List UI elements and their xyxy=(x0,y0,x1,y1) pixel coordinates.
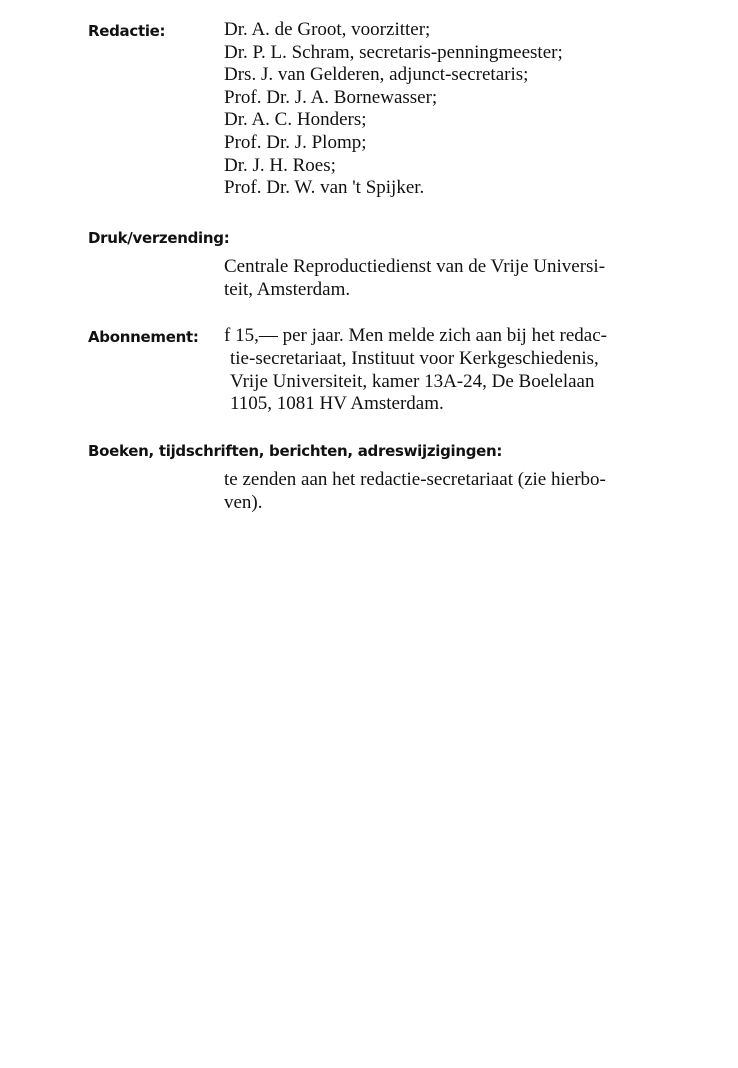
boeken-line: ven). xyxy=(224,491,263,513)
druk-line: Centrale Reproductiedienst van de Vrije Universi- xyxy=(224,256,606,277)
redactie-member: Prof. Dr. J. Plomp; xyxy=(224,131,367,153)
abonnement-line: Vrije Universiteit, kamer 13A-24, De Boelelaan xyxy=(230,370,595,392)
abonnement-line: 1105, 1081 HV Amsterdam. xyxy=(230,393,444,415)
abonnement-first-line: f 15,— per jaar. Men melde zich aan bij het redac- xyxy=(224,325,607,346)
redactie-member: Dr. P. L. Schram, secretaris-penningmeester; xyxy=(224,41,563,63)
druk-line: teit, Amsterdam. xyxy=(224,278,351,300)
redactie-member: Prof. Dr. J. A. Bornewasser; xyxy=(224,86,438,108)
boeken-line: te zenden aan het redactie-secretariaat (zie hierbo- xyxy=(224,469,606,490)
boeken-text xyxy=(224,469,606,514)
redactie-label: Redactie: xyxy=(88,22,166,40)
druk-text xyxy=(224,256,605,301)
druk-label: Druk/verzending: xyxy=(88,229,230,247)
redactie-member: Drs. J. van Gelderen, adjunct-secretaris; xyxy=(224,64,529,86)
redactie-member: Dr. A. de Groot, voorzitter; xyxy=(224,19,431,40)
redactie-member: Prof. Dr. W. van 't Spijker. xyxy=(224,177,425,199)
redactie-member: Dr. J. H. Roes; xyxy=(224,154,336,176)
redactie-member: Dr. A. C. Honders; xyxy=(224,109,367,131)
redactie-members xyxy=(224,19,563,200)
boeken-label: Boeken, tijdschriften, berichten, adreswijzigingen: xyxy=(88,442,503,460)
abonnement-text xyxy=(230,348,599,416)
abonnement-label: Abonnement: xyxy=(88,328,199,346)
abonnement-line: tie-secretariaat, Instituut voor Kerkgeschiedenis, xyxy=(230,348,599,369)
